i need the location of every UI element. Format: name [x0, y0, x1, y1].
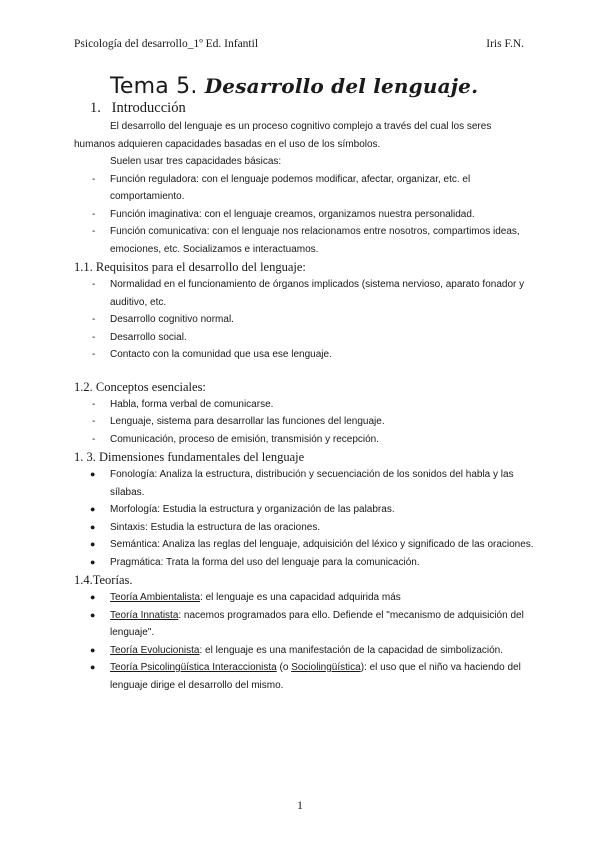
dash-marker: -: [92, 416, 96, 427]
list-item: - Lenguaje, sistema para desarrollar las funciones del lenguaje.: [74, 413, 534, 431]
header-author: Iris F.N.: [486, 38, 524, 50]
list-item: - Contacto con la comunidad que usa ese lenguaje.: [74, 346, 534, 364]
theory-name: Teoría Ambientalista: [110, 592, 201, 603]
list-item: ● Teoría Psicolingüística Interaccionista (o Sociolingüística): el uso que el niño va haciendo del lenguaje dirige el desarrollo del mismo.: [74, 659, 534, 694]
bullet-icon: ●: [90, 556, 96, 567]
dash-marker: -: [92, 208, 96, 220]
bullet-icon: ●: [90, 609, 96, 620]
requisitos-list: [74, 276, 534, 364]
dash-marker: -: [92, 349, 96, 360]
section-intro-heading: [90, 100, 534, 117]
section-title: Introducción: [111, 100, 186, 116]
title-main: Tema 5.: [110, 74, 198, 99]
list-item: - Función reguladora: con el lenguaje podemos modificar, afectar, organizar, etc. el comportamiento.: [74, 171, 534, 206]
list-item: ● Sintaxis: Estudia la estructura de las oraciones.: [74, 519, 534, 537]
bullet-icon: ●: [90, 662, 96, 672]
list-item: - Habla, forma verbal de comunicarse.: [74, 396, 534, 414]
list-item: - Función imaginativa: con el lenguaje creamos, organizamos nuestra personalidad.: [74, 206, 534, 224]
dash-marker: -: [92, 173, 96, 185]
teorias-list: [74, 589, 534, 694]
list-item: - Normalidad en el funcionamiento de órganos implicados (sistema nervioso, aparato fonador y auditivo, etc.: [74, 276, 534, 311]
bullet-icon: ●: [90, 592, 96, 602]
spacer: [74, 364, 534, 378]
dash-marker: -: [92, 279, 96, 290]
dash-marker: -: [92, 314, 96, 325]
section-number: 1.: [90, 100, 101, 116]
header-course: Psicología del desarrollo_1º Ed. Infantil: [74, 38, 259, 50]
dash-marker: -: [92, 433, 96, 445]
list-item: - Función comunicativa: con el lenguaje nos relacionamos entre nosotros, compartimos ideas, emociones, etc. Socializamos e interactuamos.: [74, 223, 534, 258]
theory-alt-name: Sociolingüística: [291, 662, 361, 673]
dash-marker: -: [92, 331, 96, 343]
intro-paragraph: El desarrollo del lenguaje es un proceso cognitivo complejo a través del cual los seres humanos adquieren capacidades basadas en el uso de los símbolos.: [74, 121, 492, 150]
theory-name: Teoría Psicolingüística Interaccionista: [110, 662, 277, 673]
theory-name: Teoría Evolucionista: [110, 644, 200, 656]
list-item: ● Semántica: Analiza las reglas del lenguaje, adquisición del léxico y significado de las oraciones.: [74, 536, 534, 554]
bullet-icon: ●: [90, 539, 96, 549]
dash-marker: -: [92, 398, 96, 410]
theory-name: Teoría Innatista: [110, 609, 179, 621]
conceptos-list: [74, 396, 534, 449]
list-item: ● Fonología: Analiza la estructura, distribución y secuenciación de los sonidos del habla y las sílabas.: [74, 466, 534, 501]
bullet-icon: ●: [90, 504, 96, 514]
section-conceptos-heading: 1.2. Conceptos esenciales:: [74, 379, 206, 394]
functions-list: [74, 171, 534, 259]
list-item: - Desarrollo cognitivo normal.: [74, 311, 534, 329]
page-number: 1: [297, 798, 303, 812]
list-item: ● Teoría Ambientalista: el lenguaje es una capacidad adquirida más: [74, 589, 534, 607]
bullet-icon: ●: [90, 644, 96, 655]
section-teorias-heading: 1.4.Teorías.: [74, 573, 133, 587]
document-body: [74, 100, 534, 694]
list-item: ● Teoría Innatista: nacemos programados para ello. Defiende el "mecanismo de adquisición del lenguaje".: [74, 607, 534, 642]
section-dimensiones-heading: 1. 3. Dimensiones fundamentales del lenguaje: [74, 450, 305, 464]
page-title: [110, 74, 478, 99]
title-subtitle: Desarrollo del lenguaje.: [204, 74, 479, 98]
list-item: - Comunicación, proceso de emisión, transmisión y recepción.: [74, 431, 534, 449]
list-item: ● Morfología: Estudia la estructura y organización de las palabras.: [74, 501, 534, 519]
bullet-icon: ●: [90, 469, 96, 479]
section-requisitos-heading: 1.1. Requisitos para el desarrollo del lenguaje:: [74, 260, 306, 274]
list-item: ● Teoría Evolucionista: el lenguaje es una manifestación de la capacidad de simbolización.: [74, 642, 534, 660]
list-item: ● Pragmática: Trata la forma del uso del lenguaje para la comunicación.: [74, 554, 534, 572]
intro-lead: Suelen usar tres capacidades básicas:: [110, 156, 282, 167]
dash-marker: -: [92, 226, 96, 237]
list-item: - Desarrollo social.: [74, 329, 534, 347]
dimensiones-list: [74, 466, 534, 571]
bullet-icon: ●: [90, 521, 96, 532]
